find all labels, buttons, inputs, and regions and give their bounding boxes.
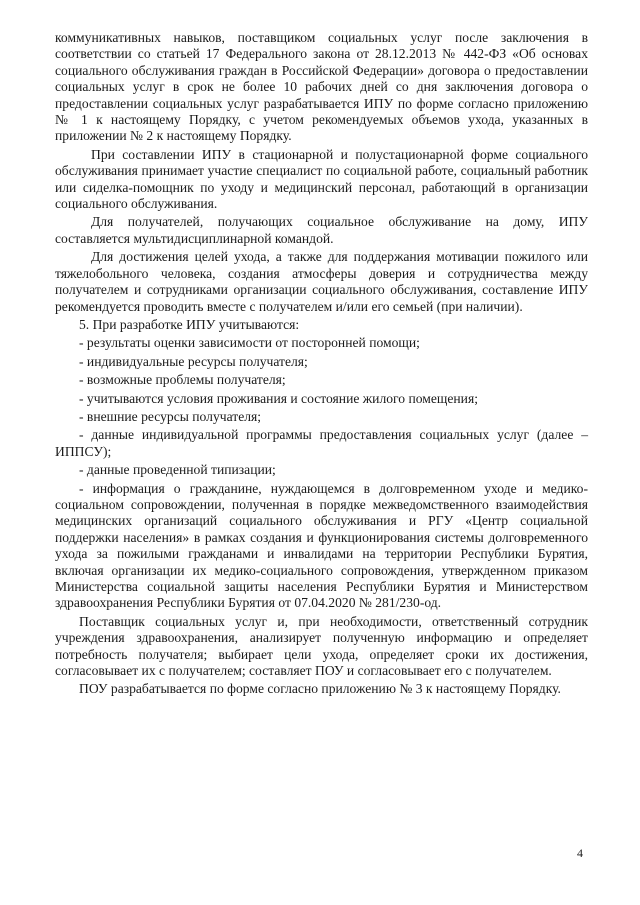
list-item: - индивидуальные ресурсы получателя; (79, 353, 308, 369)
list-item: - данные индивидуальной программы предоставления социальных услуг (далее – ИППСУ); (55, 427, 588, 459)
list-item: - информация о гражданине, нуждающемся в долговременном уходе и медико-социальном сопровождении, полученная в порядке межведомственного взаимодействия медицинских организаций социального обслуживания и РГУ «Центр социальной поддержки населения» в рамках создания и функционирования системы долговременного ухода за пожилыми гражданами и инвалидами на территории Республики Бурятия, включая организации их медико-социального сопровождения, утвержденном приказом Министерства социальной защиты населения Республики Бурятия и Министерством здравоохранения Республики Бурятия от 07.04.2020 № 281/230-од. (55, 480, 588, 611)
paragraph-ipu-stationary: При составлении ИПУ в стационарной и полустационарной форме социального обслуживания принимает участие специалист по социальной работе, социальный работник или сиделка-помощник по уходу и медицинский персонал, работающий в организации социального обслуживания. (55, 146, 588, 212)
paragraph-ipu-home: Для получателей, получающих социальное обслуживание на дому, ИПУ составляется мультидисциплинарной командой. (55, 214, 588, 246)
document-body (55, 30, 588, 700)
list-item: - учитываются условия проживания и состояние жилого помещения; (79, 390, 478, 406)
paragraph-continuation: коммуникативных навыков, поставщиком социальных услуг после заключения в соответствии со статьей 17 Федерального закона от 28.12.2013 № 442-ФЗ «Об основах социального обслуживания граждан в Российской Федерации» договора о предоставлении социальных услуг в срок не более 10 рабочих дней со дня заключения договора о предоставлении социальных услуг разрабатывается ИПУ по форме согласно приложению № 1 к настоящему Порядку, с учетом рекомендуемых объемов ухода, указанных в приложении № 2 к настоящему Порядку. (55, 30, 588, 144)
paragraph-care-goals: Для достижения целей ухода, а также для поддержания мотивации пожилого или тяжелобольного человека, создания атмосферы доверия и сотрудничества между получателем и сотрудниками организации социального обслуживания, составление ИПУ рекомендуется проводить вместе с получателем и/или его семьей (при наличии). (55, 249, 588, 314)
list-item: - данные проведенной типизации; (79, 462, 276, 478)
list-item: - возможные проблемы получателя; (79, 372, 286, 388)
paragraph-section-5: 5. При разработке ИПУ учитываются: (79, 316, 300, 332)
paragraph-pou-form: ПОУ разрабатывается по форме согласно приложению № 3 к настоящему Порядку. (79, 681, 561, 697)
list-item: - внешние ресурсы получателя; (79, 408, 262, 424)
page-number: 4 (577, 846, 583, 860)
paragraph-provider: Поставщик социальных услуг и, при необходимости, ответственный сотрудник учреждения здравоохранения, анализирует полученную информацию и определяет потребность получателя; выбирает цели ухода, определяет сроки их достижения, согласовывает их с получателем; составляет ПОУ и согласовывает его с получателем. (55, 613, 588, 679)
list-item: - результаты оценки зависимости от посторонней помощи; (79, 335, 420, 351)
